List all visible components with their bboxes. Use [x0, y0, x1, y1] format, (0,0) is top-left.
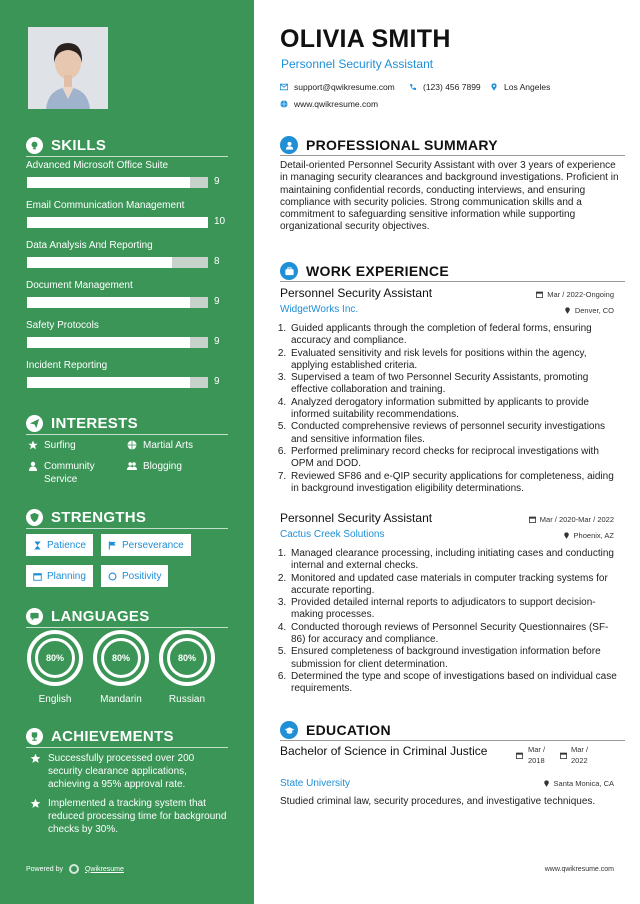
languages-title: LANGUAGES [51, 608, 150, 625]
job-company: Cactus Creek Solutions [280, 529, 385, 540]
strength-label: Planning [47, 570, 86, 582]
skill-bar-fill [27, 217, 208, 228]
summary-divider [280, 155, 625, 156]
education-description: Studied criminal law, security procedures, and investigative techniques. [280, 796, 596, 807]
skill-bar-fill [27, 297, 190, 308]
job-bullet: 2. Monitored and updated case materials in computer tracking systems for accurate reporting. [289, 573, 619, 598]
strength-chip [26, 565, 93, 587]
interest-label: Community Service [44, 461, 95, 485]
star-icon [28, 440, 38, 450]
strengths-divider [26, 528, 228, 529]
person-icon [28, 461, 38, 471]
powered-by-brand[interactable]: Qwikresume [84, 865, 124, 873]
skills-heading [26, 137, 106, 154]
sidebar [0, 0, 254, 904]
job-location-text: Phoenix, AZ [573, 531, 614, 540]
strength-label: Positivity [122, 570, 162, 582]
experience-title: WORK EXPERIENCE [306, 263, 449, 279]
education-end: Mar / 2022 [571, 745, 589, 765]
skill-bar [27, 217, 208, 228]
skill-item [26, 240, 236, 267]
interest-label: Blogging [143, 461, 182, 472]
language-ring [27, 630, 83, 686]
pin-icon [543, 780, 550, 787]
interests-heading [26, 415, 138, 432]
calendar-icon [33, 572, 42, 581]
lightbulb-icon [26, 137, 43, 154]
interest-item [127, 460, 182, 473]
skill-item [26, 280, 236, 307]
powered-by-label: Powered by [26, 865, 63, 873]
job-date-text: Mar / 2022-Ongoing [547, 290, 614, 299]
interest-label: Surfing [44, 440, 76, 451]
skill-item [26, 360, 236, 387]
skill-bar [27, 297, 208, 308]
location-text: Los Angeles [504, 82, 551, 92]
experience-divider [280, 281, 625, 282]
website-text: www.qwikresume.com [294, 99, 379, 109]
language-item [27, 630, 83, 705]
calendar-icon [536, 291, 543, 298]
skill-bar-fill [27, 337, 190, 348]
skill-value: 9 [214, 376, 220, 387]
job-bullet: 6. Performed preliminary record checks for reciprocal investigations with OPM and DOD. [289, 446, 619, 471]
candidate-name: OLIVIA SMITH [280, 25, 451, 53]
education-title: EDUCATION [306, 722, 391, 738]
education-degree: Bachelor of Science in Criminal Justice [280, 744, 488, 758]
trophy-icon [26, 728, 43, 745]
job-date [536, 290, 614, 299]
language-percent: 80% [167, 638, 207, 678]
job-location-text: Denver, CO [574, 306, 614, 315]
skill-value: 10 [214, 216, 226, 227]
calendar-icon [516, 752, 523, 759]
candidate-role: Personnel Security Assistant [281, 57, 434, 71]
job-bullet: 3. Provided detailed internal reports to adjudicators to support decision-making processes. [289, 597, 619, 622]
pin-icon [563, 532, 570, 539]
achievement-text: Successfully processed over 200 security clearance applications, achieving a 95% approval rate. [48, 753, 195, 790]
user-icon [280, 136, 298, 154]
skill-item [26, 320, 236, 347]
job-location [563, 531, 614, 540]
skill-bar [27, 177, 208, 188]
job-bullets [280, 548, 619, 696]
language-percent: 80% [35, 638, 75, 678]
job-title: Personnel Security Assistant [280, 511, 433, 525]
job-location [564, 306, 614, 315]
skills-divider [26, 156, 228, 157]
pin-icon [490, 83, 498, 91]
summary-heading [280, 136, 498, 154]
interest-item [127, 439, 193, 452]
job-bullet: 6. Determined the type and scope of investigations based on individual case requirements. [289, 671, 619, 696]
strength-chip [101, 565, 168, 587]
skill-name: Document Management [26, 280, 133, 291]
job-bullet: 4. Conducted thorough reviews of Personnel Security Questionnaires (SF-86) for accuracy and compliance. [289, 622, 619, 647]
contact-phone[interactable] [409, 82, 481, 92]
skill-bar-fill [27, 177, 190, 188]
main-content [254, 0, 640, 904]
interest-item [28, 439, 76, 452]
interest-item [28, 460, 108, 486]
achievement-text: Implemented a tracking system that reduced processing time for background checks by 30%. [48, 798, 227, 835]
calendar-icon [529, 516, 536, 523]
skill-name: Email Communication Management [26, 200, 185, 211]
skill-bar [27, 257, 208, 268]
achievement-item [30, 752, 230, 791]
education-location-text: Santa Monica, CA [553, 779, 614, 788]
strengths-title: STRENGTHS [51, 509, 147, 526]
education-divider [280, 740, 625, 741]
job-bullet: 7. Reviewed SF86 and e-QIP security applications for completeness, aiding in background investigation eligibility determinations. [289, 471, 619, 496]
job-bullet: 1. Managed clearance processing, including initiating cases and conducting internal and external checks. [289, 548, 619, 573]
skill-bar [27, 337, 208, 348]
email-text: support@qwikresume.com [294, 82, 395, 92]
skill-item [26, 160, 236, 187]
strengths-heading [26, 509, 146, 526]
interest-label: Martial Arts [143, 440, 194, 451]
job-date-text: Mar / 2020-Mar / 2022 [539, 515, 614, 524]
hourglass-icon [33, 541, 42, 550]
skill-bar [27, 377, 208, 388]
strength-label: Perseverance [122, 539, 184, 551]
education-start: Mar / 2018 [528, 745, 546, 765]
job-bullet: 5. Conducted comprehensive reviews of personnel security investigations and sensitive information files. [289, 421, 619, 446]
language-item [159, 630, 215, 705]
strength-chip [101, 534, 191, 556]
globe-icon [280, 100, 288, 108]
interests-title: INTERESTS [51, 415, 138, 432]
achievements-title: ACHIEVEMENTS [51, 728, 174, 745]
strength-chip [26, 534, 93, 556]
job-bullet: 2. Evaluated sensitivity and risk levels for positions within the agency, applying established criteria. [289, 348, 619, 373]
job-company: WidgetWorks Inc. [280, 304, 359, 315]
briefcase-icon [280, 262, 298, 280]
contact-email[interactable] [280, 82, 395, 92]
achievement-star-icon [30, 798, 41, 809]
language-ring [93, 630, 149, 686]
job-bullets [280, 323, 619, 495]
languages-heading [26, 608, 150, 625]
contact-website[interactable] [280, 99, 378, 109]
pin-icon [564, 307, 571, 314]
achievement-star-icon [30, 753, 41, 764]
skill-name: Safety Protocols [26, 320, 99, 331]
skill-bar-fill [27, 377, 190, 388]
education-heading [280, 721, 391, 739]
language-name: Mandarin [100, 694, 142, 705]
job-bullet: 1. Guided applicants through the completion of federal forms, ensuring accuracy and compliance. [289, 323, 619, 348]
paper-plane-icon [26, 415, 43, 432]
interests-divider [26, 434, 228, 435]
language-name: English [38, 694, 72, 705]
footer-url[interactable]: www.qwikresume.com [544, 866, 614, 873]
summary-title: PROFESSIONAL SUMMARY [306, 137, 498, 153]
education-school: State University [280, 778, 351, 789]
achievement-item [30, 797, 230, 836]
job-bullet: 3. Supervised a team of two Personnel Security Assistants, promoting effective collaboration and training. [289, 372, 619, 397]
language-name: Russian [168, 694, 206, 705]
skill-value: 9 [214, 336, 220, 347]
shield-icon [26, 509, 43, 526]
contact-location [490, 82, 550, 92]
achievements-divider [26, 747, 228, 748]
skill-value: 8 [214, 256, 220, 267]
circle-icon [108, 572, 117, 581]
skills-title: SKILLS [51, 137, 107, 154]
profile-photo [28, 27, 108, 109]
skill-name: Advanced Microsoft Office Suite [26, 160, 169, 171]
job-bullet: 5. Ensured completeness of background investigation information before submission for client determination. [289, 646, 619, 671]
skill-value: 9 [214, 176, 220, 187]
calendar-icon [560, 752, 567, 759]
graduation-cap-icon [280, 721, 298, 739]
skill-name: Incident Reporting [26, 360, 108, 371]
skill-bar-fill [27, 257, 172, 268]
powered-by [26, 864, 124, 874]
language-item [93, 630, 149, 705]
strength-label: Patience [47, 539, 86, 551]
skill-value: 9 [214, 296, 220, 307]
achievements-heading [26, 728, 174, 745]
summary-text: Detail-oriented Personnel Security Assistant with over 3 years of experience in managing security clearances and background investigations. Proficient in maintaining confidential records, conducting interviews, and ensuring compliance with security policies. Strong communication skills and a commitment to safeguarding sensitive information while supporting organizational security objectives. [280, 160, 619, 233]
job-bullet: 4. Analyzed derogatory information submitted by applicants to provide informed suitability recommendations. [289, 397, 619, 422]
people-icon [127, 461, 137, 471]
language-ring [159, 630, 215, 686]
qwikresume-logo-icon [69, 864, 79, 874]
education-location [543, 779, 614, 788]
job-date [529, 515, 614, 524]
email-icon [280, 83, 288, 91]
language-icon [26, 608, 43, 625]
skill-name: Data Analysis And Reporting [26, 240, 153, 251]
languages-divider [26, 627, 228, 628]
flag-icon [108, 541, 117, 550]
language-percent: 80% [101, 638, 141, 678]
job-title: Personnel Security Assistant [280, 286, 433, 300]
globe-icon [127, 440, 137, 450]
experience-heading [280, 262, 449, 280]
phone-icon [409, 83, 417, 91]
phone-text: (123) 456 7899 [423, 82, 481, 92]
skill-item [26, 200, 236, 227]
